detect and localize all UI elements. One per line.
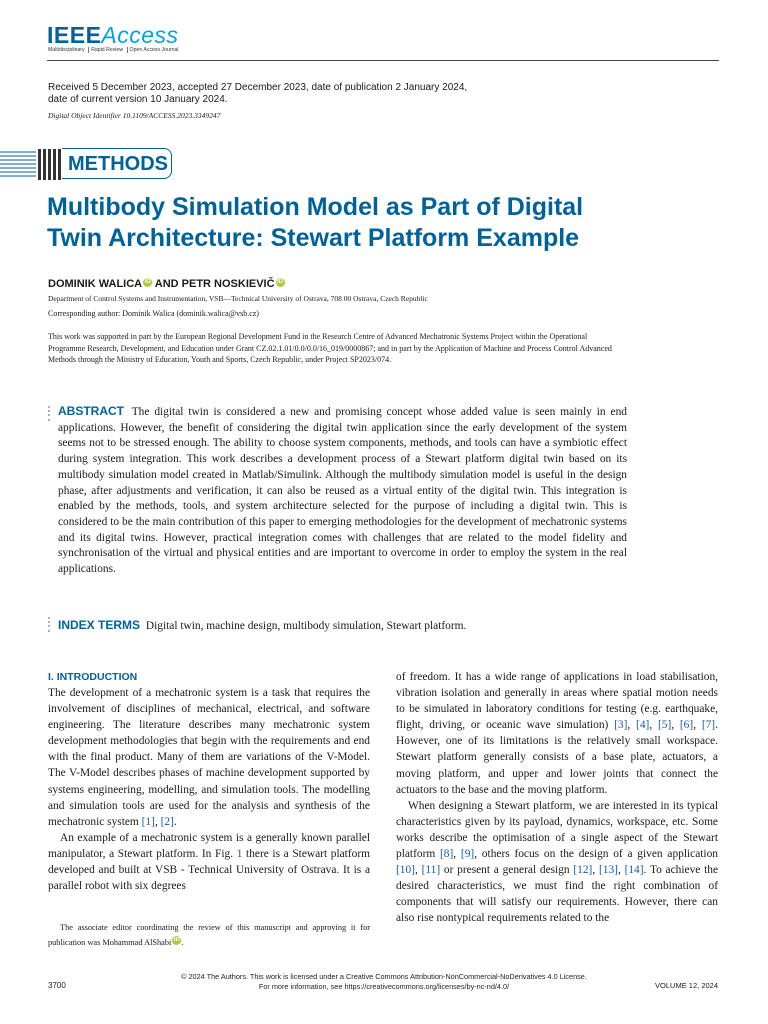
citation-link[interactable]: [14]	[624, 864, 644, 877]
paragraph: When designing a Stewart platform, we are interested in its typical characteristics given by its payload, dynamics, workspace, etc. Some works describe the optimisation of a single aspect of the Stewart platform [8], [9], others focus on the design of a given application [10], [11] or present a general design [12], [13], [14]. To achieve the desired characteristics, we must find the right combination of components that will satisfy our requirements. However, there can also rise nontypical requirements related to the	[396, 799, 718, 925]
volume-label: VOLUME 12, 2024	[655, 981, 718, 990]
index-terms-text: Digital twin, machine design, multibody simulation, Stewart platform.	[145, 620, 467, 632]
license-line-2[interactable]: For more information, see https://creativecommons.org/licenses/by-nc-nd/4.0/	[258, 982, 510, 991]
affiliation: Department of Control Systems and Instrumentation, VSB—Technical University of Ostrava, 708 00 Ostrava, Czech Republic	[48, 294, 428, 303]
citation-link[interactable]: [7]	[701, 719, 716, 732]
paragraph: of freedom. It has a wide range of applications in load stabilisation, vibration isolation and generally in areas where spatial motion needs to be simulated in laboratory conditions for testing (e.g. earthquake, flight, driving, or oceanic wave simulation) [3], [4], [5], [6], [7]. However, one of its limitations is the relatively small workspace. Stewart platform generally consists of a base plate, actuators, a moving platform, and upper and lower joints that connect the actuators to the base and the moving platform.	[396, 671, 718, 796]
paragraph: The development of a mechatronic system is a task that requires the involvement of disciplines of mechanical, electrical, and software engineering. The literature describes many mechatronic system development methodologies that begin with the requirements and end with the final product. Many of them are variations of the V-Model. The V-Model describes phases of machine development supported by systems engineering, modelling, and simulation tools. The modelling and simulation tools are used for the analysis and synthesis of the mechatronic system [1], [2].	[48, 687, 370, 828]
journal-logo	[47, 22, 179, 49]
index-terms-label: INDEX TERMS	[58, 618, 141, 632]
orcid-icon[interactable]: iD	[277, 279, 284, 285]
abstract-text: The digital twin is considered a new and promising concept whose added value is seen mainly in end applications. However, the benefit of considering the digital twin application since the early development of the system seems not to be stressed enough. The ability to choose system components, methods, and tools can have a symbiotic effect during system integration. This work describes a development process of a Stewart platform digital twin based on its multibody simulation model created in Matlab/Simulink. Although the multibody simulation model is useful in the design phase, after adjustments and verification, it can also be reused as a virtual entity of the digital twin. This integration is enabled by the methods, tools, and system architecture selected for the purpose of including a digital twin. This is considered to be the main contribution of this paper to emerging methodologies for the development of mechatronic systems and its digital twins. However, practical integration comes with challenges that are related to the model fidelity and synchronisation of the virtual and physical entities and are important to overcome in order to employ the system in the real applications.	[58, 406, 627, 576]
author-1: DOMINIK WALICA	[48, 278, 143, 290]
citation-link[interactable]: [13]	[598, 864, 618, 877]
citation-link[interactable]: [4]	[636, 719, 650, 732]
citation-link[interactable]: [5]	[657, 719, 672, 732]
paragraph: An example of a mechatronic system is a generally known parallel manipulator, a Stewart platform. In Fig. 1 there is a Stewart platform developed and built at VSB - Technical University of Ostrava. It is a parallel robot with six degrees	[48, 831, 370, 893]
citation-link[interactable]: [11]	[421, 864, 441, 877]
logo-tagline	[48, 47, 181, 53]
section-heading: I. INTRODUCTION	[48, 671, 138, 683]
license-line-1: © 2024 The Authors. This work is licensed under a Creative Commons Attribution-NonCommercial-NoDerivatives 4.0 License.	[181, 972, 587, 981]
editor-footnote: The associate editor coordinating the review of this manuscript and approving it for publication was Mohammad AlShabi iD .	[48, 923, 370, 947]
corresponding-author: Corresponding author: Dominik Walica (dominik.walica@vsb.cz)	[48, 309, 259, 318]
doi: Digital Object Identifier 10.1109/ACCESS.2023.3349247	[48, 111, 221, 120]
current-version-line: date of current version 10 January 2024.	[48, 94, 228, 105]
banner-stripes-icon	[0, 148, 62, 181]
received-line: Received 5 December 2023, accepted 27 December 2023, date of publication 2 January 2024,	[48, 82, 468, 93]
abstract-dots-icon	[48, 406, 51, 423]
citation-link[interactable]: [6]	[679, 719, 694, 732]
title-line-1: Multibody Simulation Model as Part of Digital	[47, 193, 584, 221]
author-list	[48, 278, 285, 290]
author-2: AND PETR NOSKIEVIČ	[154, 278, 275, 290]
tagline-item: Multidisciplinary	[48, 47, 85, 53]
article-type-label: METHODS	[62, 148, 172, 179]
tagline-item: Open Access Journal	[127, 47, 181, 53]
funding-statement: This work was supported in part by the European Regional Development Fund in the Research Centre of Advanced Mechatronic Systems Project within the Operational Programme Research, Development, and Education under Grant CZ.02.1.01/0.0/0.0/16_019/0000867; and in part by the Application of Machine and Process Control Advanced Methods through the Ministry of Education, Youth and Sports, Czech Republic, under Project SP2023/074.	[48, 332, 612, 364]
citation-link[interactable]: [2]	[160, 815, 174, 828]
orcid-icon[interactable]: iD	[173, 936, 180, 943]
figure-link[interactable]: 1	[236, 847, 243, 860]
citation-link[interactable]: [3]	[614, 719, 628, 732]
column-right	[396, 669, 718, 927]
citation-link[interactable]: [10]	[396, 864, 415, 877]
article-title	[47, 192, 647, 254]
logo-ieee-text: IEEE	[47, 22, 102, 48]
logo-access-text: Access	[101, 22, 179, 48]
column-left	[48, 685, 370, 894]
orcid-icon[interactable]: iD	[144, 279, 151, 285]
license-notice	[0, 972, 768, 992]
citation-link[interactable]: [8]	[440, 848, 454, 861]
publication-history	[48, 82, 468, 106]
citation-link[interactable]: [9]	[460, 848, 475, 861]
index-terms-dots-icon	[48, 617, 51, 634]
index-terms	[58, 618, 627, 634]
page-number: 3700	[48, 981, 66, 990]
citation-link[interactable]: [12]	[573, 864, 593, 877]
title-line-2: Twin Architecture: Stewart Platform Example	[47, 224, 580, 252]
citation-link[interactable]: [1]	[141, 815, 155, 828]
abstract-label: ABSTRACT	[58, 404, 124, 418]
tagline-item: Rapid Review	[88, 47, 125, 53]
abstract	[58, 404, 627, 578]
header-divider	[47, 60, 719, 61]
